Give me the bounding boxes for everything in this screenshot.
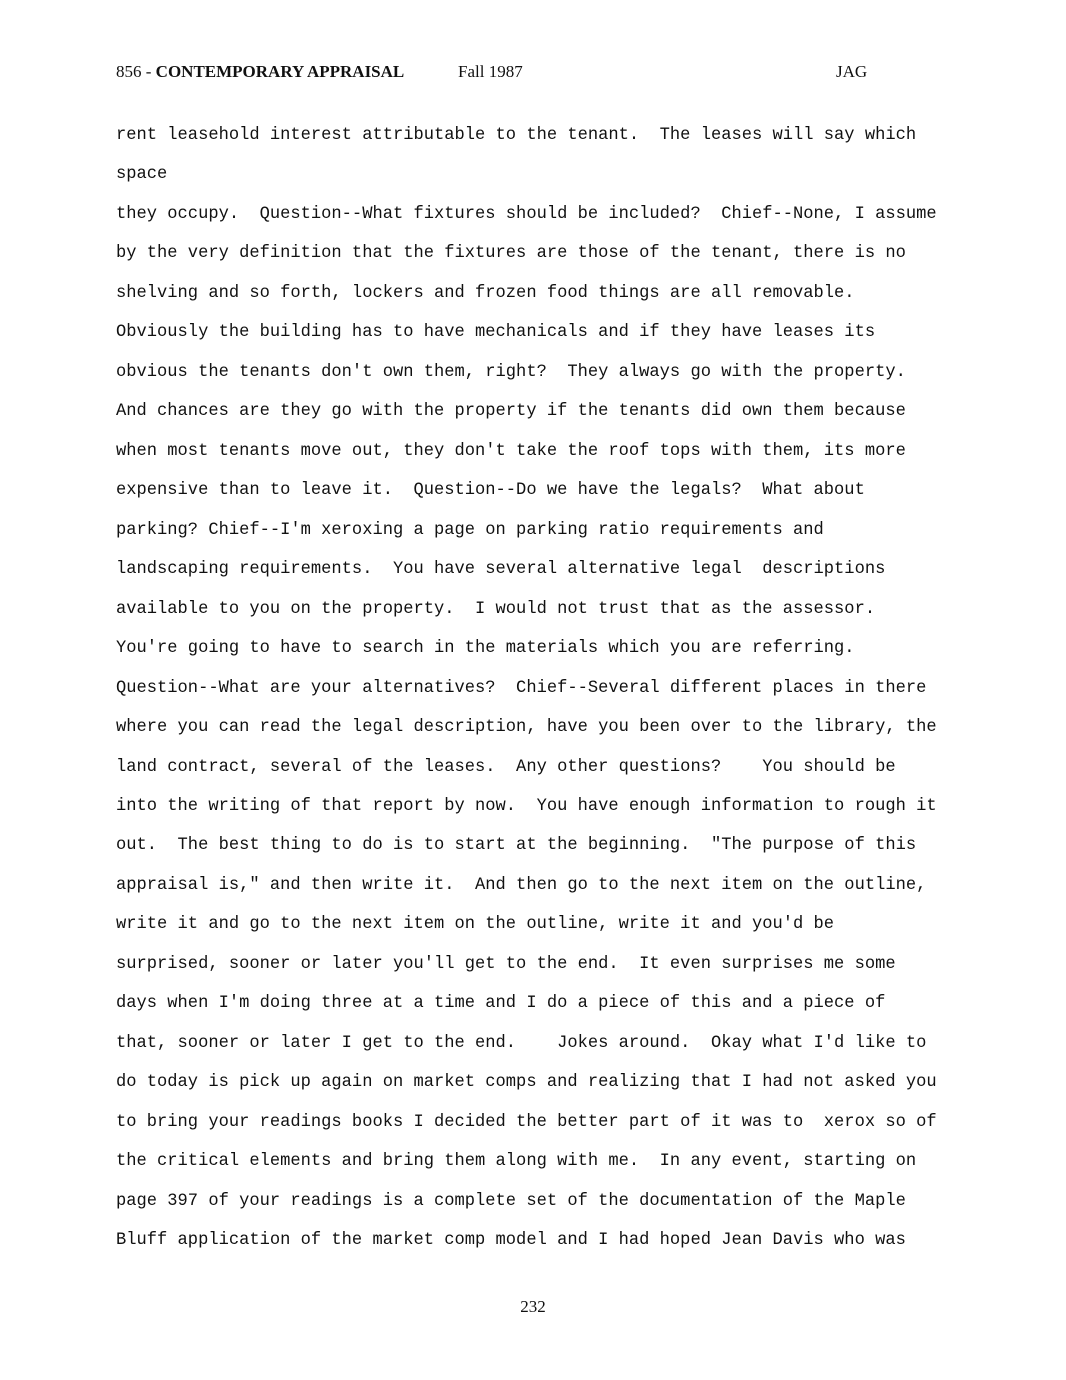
page-header <box>0 62 1066 86</box>
text-line: Question--What are your alternatives? Chief--Several different places in there <box>116 678 927 698</box>
text-line: You're going to have to search in the materials which you are referring. <box>116 639 855 659</box>
text-line: to bring your readings books I decided the better part of it was to xerox so of <box>116 1112 937 1132</box>
course-heading <box>116 62 404 82</box>
text-line: write it and go to the next item on the outline, write it and you'd be <box>116 915 835 935</box>
text-line: rent leasehold interest attributable to the tenant. The leases will say which <box>116 126 917 145</box>
author-initials: JAG <box>836 62 868 81</box>
page-number: 232 <box>520 1297 546 1316</box>
text-line: appraisal is," and then write it. And then go to the next item on the outline, <box>116 875 927 895</box>
text-line: parking? Chief--I'm xeroxing a page on parking ratio requirements and <box>116 520 824 540</box>
text-line: do today is pick up again on market comps and realizing that I had not asked you <box>116 1073 937 1093</box>
course-number: 856 - <box>116 62 156 81</box>
text-line: the critical elements and bring them along with me. In any event, starting on <box>116 1152 917 1172</box>
text-line: into the writing of that report by now. You have enough information to rough it <box>116 796 937 816</box>
text-line: page 397 of your readings is a complete set of the documentation of the Maple <box>116 1191 906 1211</box>
text-line: days when I'm doing three at a time and I do a piece of this and a piece of <box>116 994 886 1014</box>
text-line: Obviously the building has to have mechanicals and if they have leases its <box>116 323 876 343</box>
text-line: when most tenants move out, they don't take the roof tops with them, its more <box>116 441 906 461</box>
text-line: land contract, several of the leases. Any other questions? You should be <box>116 757 896 777</box>
text-line: shelving and so forth, lockers and frozen food things are all removable. <box>116 283 855 303</box>
term-label: Fall 1987 <box>458 62 523 81</box>
text-line: obvious the tenants don't own them, right? They always go with the property. <box>116 362 906 382</box>
text-line: that, sooner or later I get to the end. Jokes around. Okay what I'd like to <box>116 1033 927 1053</box>
course-title: CONTEMPORARY APPRAISAL <box>155 62 405 81</box>
text-line: by the very definition that the fixtures are those of the tenant, there is no <box>116 244 906 264</box>
text-line: Bluff application of the market comp model and I had hoped Jean Davis who was <box>116 1231 906 1251</box>
text-line: available to you on the property. I would not trust that as the assessor. <box>116 599 876 619</box>
text-line: they occupy. Question--What fixtures should be included? Chief--None, I assume <box>116 204 937 224</box>
text-line: space <box>116 165 168 185</box>
text-line: landscaping requirements. You have several alternative legal descriptions <box>116 560 886 580</box>
text-line: And chances are they go with the property if the tenants did own them because <box>116 402 906 422</box>
text-line: where you can read the legal description, have you been over to the library, the <box>116 718 937 738</box>
transcript-body <box>116 124 956 1269</box>
text-line: out. The best thing to do is to start at the beginning. "The purpose of this <box>116 836 917 856</box>
text-line: surprised, sooner or later you'll get to the end. It even surprises me some <box>116 954 896 974</box>
text-line: expensive than to leave it. Question--Do we have the legals? What about <box>116 481 865 501</box>
